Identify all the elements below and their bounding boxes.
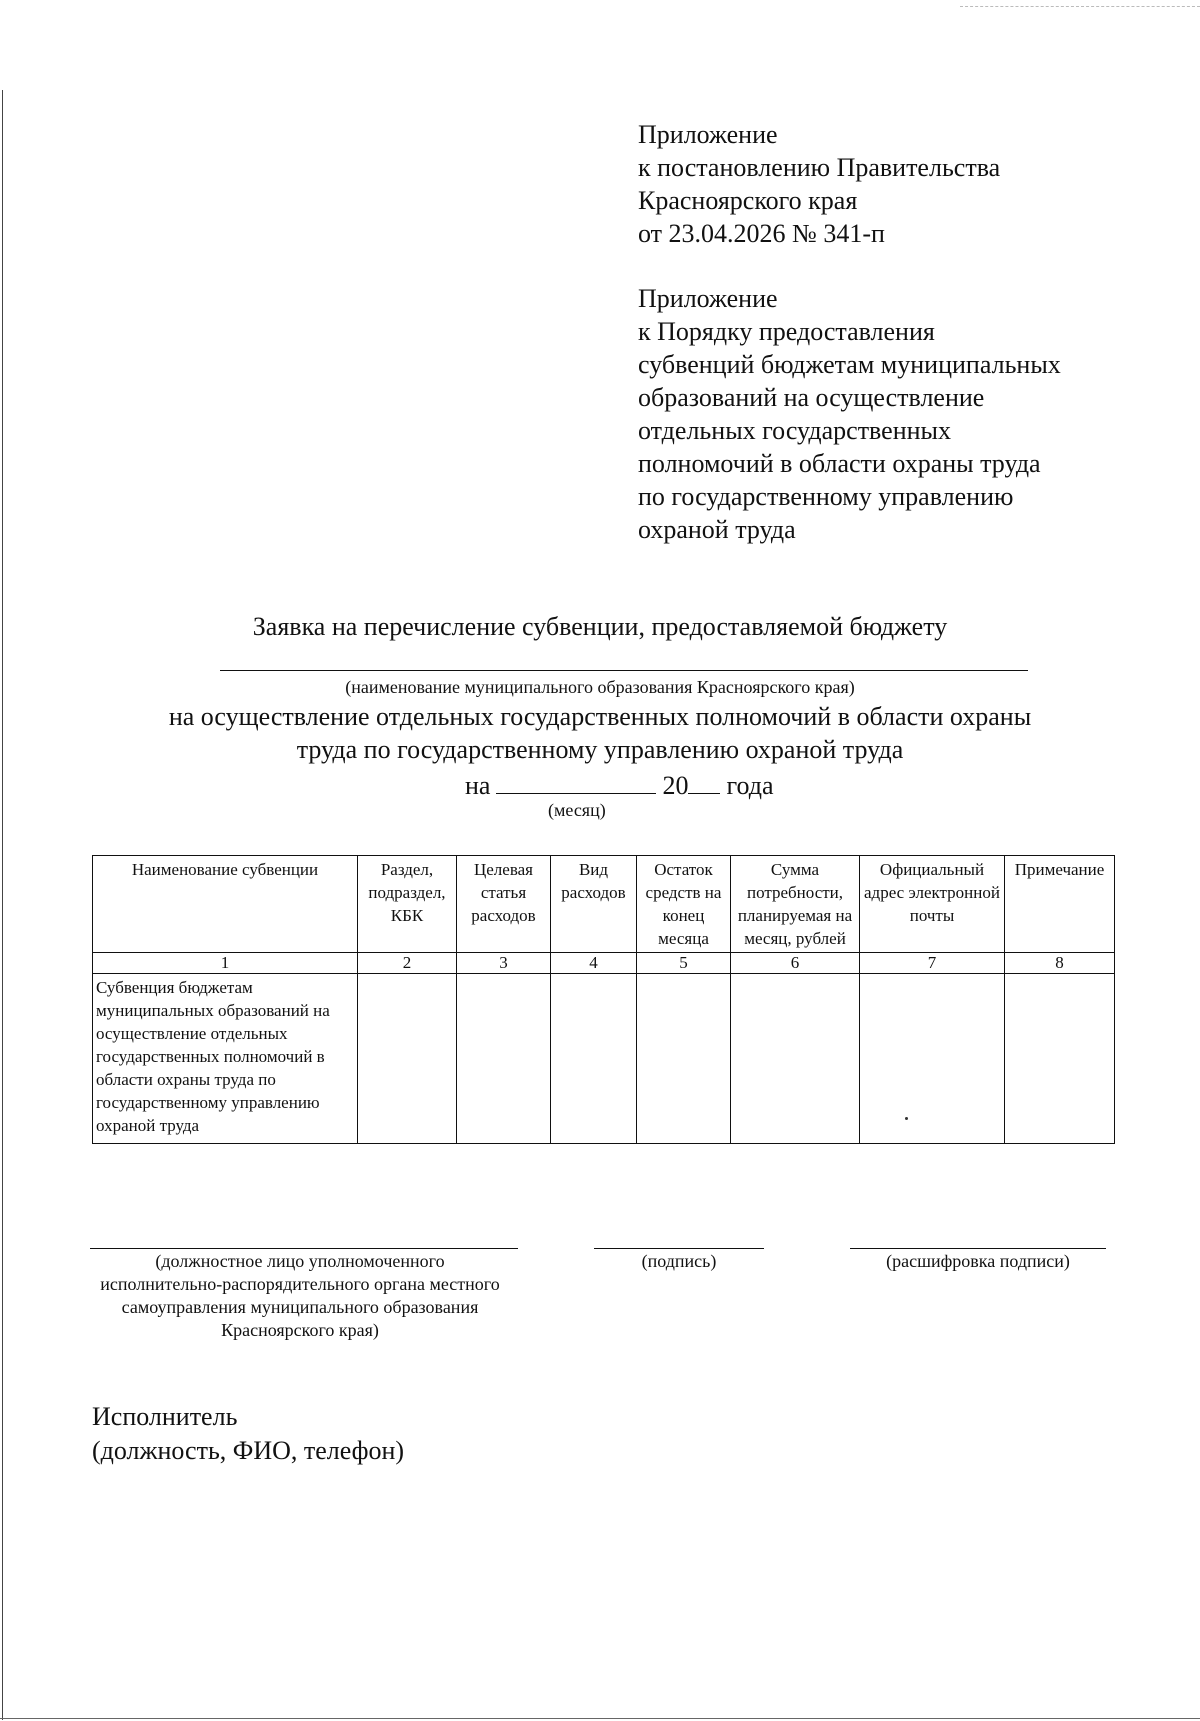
appendix-line: образований на осуществление — [638, 383, 985, 412]
decoding-caption: (расшифровка подписи) — [886, 1251, 1070, 1271]
year-prefix: 20 — [662, 771, 689, 800]
table-number-row — [93, 953, 1115, 974]
scan-dot — [905, 1117, 908, 1120]
appendix-procedure — [638, 282, 1061, 546]
scan-edge-left — [2, 90, 3, 1720]
decoding-signature-line[interactable] — [850, 1248, 1106, 1249]
kbk-cell[interactable] — [358, 974, 457, 1144]
appendix-government-resolution — [638, 118, 1000, 250]
period-suffix: года — [726, 771, 774, 800]
target-article-cell[interactable] — [457, 974, 551, 1144]
period-prefix: на — [465, 771, 491, 800]
executor-label: Исполнитель — [92, 1402, 238, 1431]
subtitle-line-1: на осуществление отдельных государственных полномочий в области охраны — [168, 702, 1032, 731]
expense-type-cell[interactable] — [551, 974, 637, 1144]
appendix-line: Приложение — [638, 284, 778, 313]
column-number: 2 — [358, 953, 457, 974]
appendix-line: Приложение — [638, 120, 778, 149]
header-cell: Раздел, подраздел, КБК — [358, 856, 457, 953]
signature-line[interactable] — [594, 1248, 764, 1249]
subvention-name-cell: Субвенция бюджетам муниципальных образований на осуществление отдельных государственных полномочий в области охраны труда по государственному управлению охраной труда — [93, 974, 358, 1144]
header-cell: Сумма потребности, планируемая на месяц, рублей — [731, 856, 860, 953]
appendix-line: Красноярского края — [638, 186, 858, 215]
official-caption: (должностное лицо уполномоченного исполнительно-распорядительного органа местного самоуправления муниципального образования Красноярского края) — [100, 1251, 500, 1340]
header-cell: Вид расходов — [551, 856, 637, 953]
executor-details: (должность, ФИО, телефон) — [92, 1436, 405, 1465]
appendix-line: по государственному управлению — [638, 482, 1014, 511]
table-row — [93, 974, 1115, 1144]
month-blank[interactable] — [496, 769, 656, 794]
header-cell: Наименование субвенции — [93, 856, 358, 953]
appendix-line: к Порядку предоставления — [638, 317, 935, 346]
appendix-line: полномочий в области охраны труда — [638, 449, 1041, 478]
subtitle-line-2: труда по государственному управлению охраной труда — [296, 735, 904, 764]
column-number: 6 — [731, 953, 860, 974]
column-number: 7 — [860, 953, 1005, 974]
appendix-line: охраной труда — [638, 515, 796, 544]
document-title: Заявка на перечисление субвенции, предоставляемой бюджету — [252, 612, 948, 641]
column-number: 3 — [457, 953, 551, 974]
appendix-line: к постановлению Правительства — [638, 153, 1001, 182]
header-cell: Официальный адрес электронной почты — [860, 856, 1005, 953]
executor-block — [92, 1400, 404, 1468]
balance-cell[interactable] — [637, 974, 731, 1144]
note-cell[interactable] — [1005, 974, 1115, 1144]
official-signature-line[interactable] — [90, 1248, 518, 1249]
header-cell: Целевая статья расходов — [457, 856, 551, 953]
scan-edge-top — [960, 6, 1200, 7]
required-amount-cell[interactable] — [731, 974, 860, 1144]
appendix-line: субвенций бюджетам муниципальных — [638, 350, 1061, 379]
period-row — [465, 769, 774, 801]
subvention-table — [92, 855, 1115, 1144]
column-number: 5 — [637, 953, 731, 974]
appendix-line: отдельных государственных — [638, 416, 952, 445]
table-header-row — [93, 856, 1115, 953]
signature-caption: (подпись) — [641, 1251, 717, 1271]
municipality-blank-line[interactable] — [220, 670, 1028, 671]
municipality-caption: (наименование муниципального образования Красноярского края) — [345, 677, 855, 697]
email-cell[interactable] — [860, 974, 1005, 1144]
column-number: 4 — [551, 953, 637, 974]
column-number: 1 — [93, 953, 358, 974]
header-cell: Остаток средств на конец месяца — [637, 856, 731, 953]
scan-edge-bottom — [0, 1718, 1200, 1719]
column-number: 8 — [1005, 953, 1115, 974]
appendix-line: от 23.04.2026 № 341-п — [638, 219, 885, 248]
document-subtitle — [0, 700, 1200, 766]
month-caption: (месяц) — [548, 800, 606, 820]
year-blank[interactable] — [688, 769, 720, 794]
header-cell: Примечание — [1005, 856, 1115, 953]
